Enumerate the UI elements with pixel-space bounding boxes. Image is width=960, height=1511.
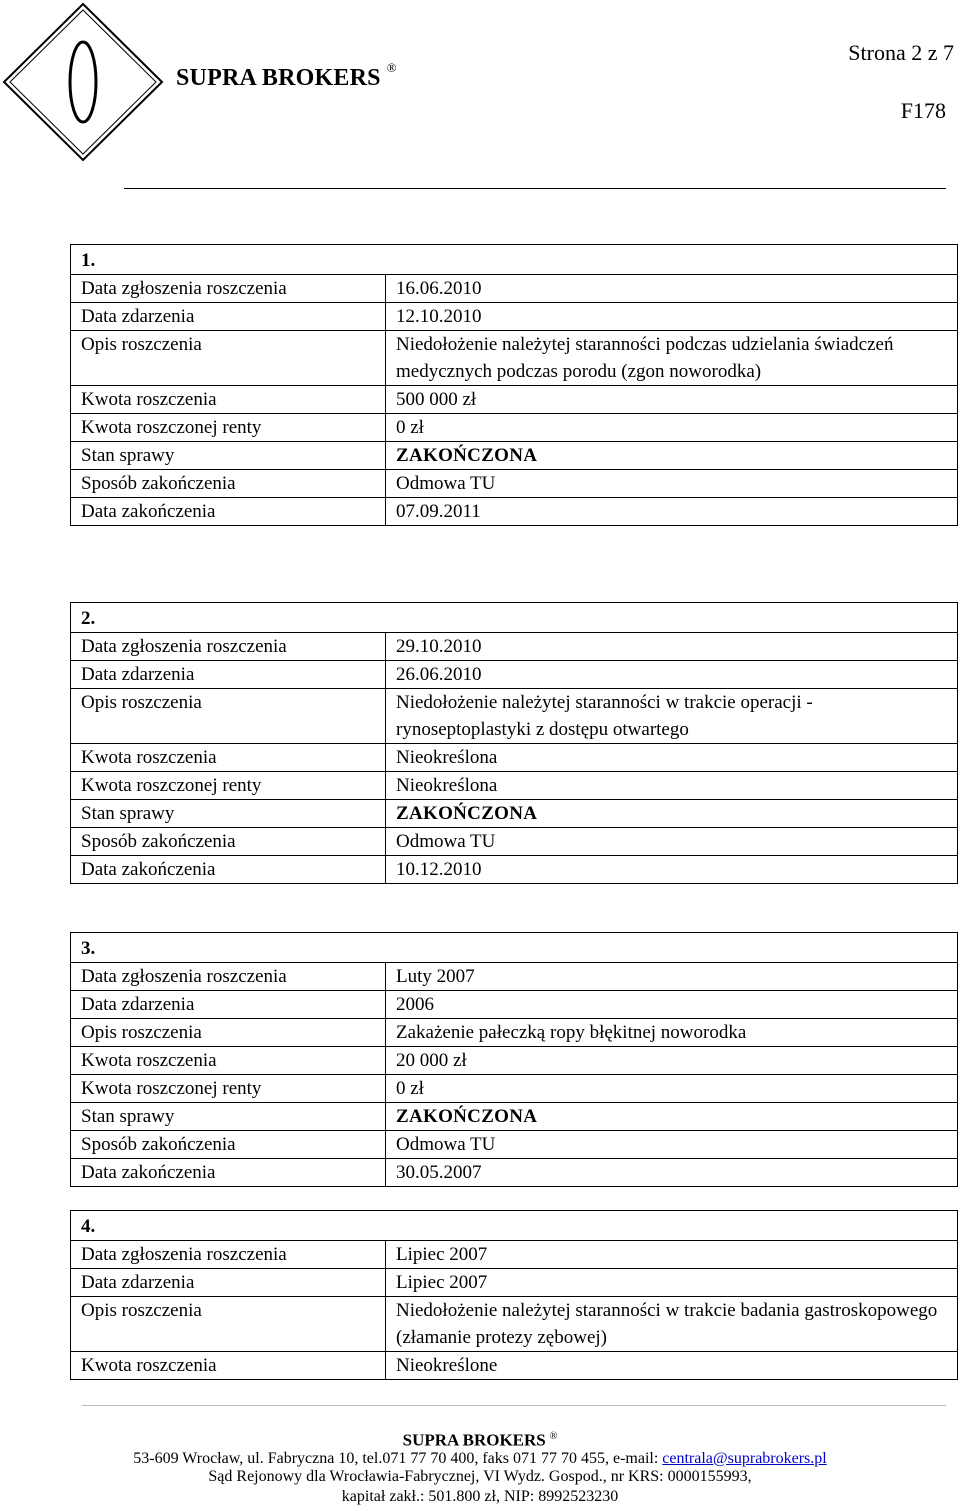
value-closing-method: Odmowa TU bbox=[386, 470, 958, 498]
footer-court: Sąd Rejonowy dla Wrocławia-Fabrycznej, VI Wydz. Gospod., nr KRS: 0000155993, bbox=[208, 1468, 752, 1485]
claim-number: 1. bbox=[71, 245, 958, 275]
claim-number: 3. bbox=[71, 933, 958, 963]
label-status: Stan sprawy bbox=[71, 1103, 386, 1131]
label-description: Opis roszczenia bbox=[71, 1019, 386, 1047]
value-annuity-amount: Nieokreślona bbox=[386, 772, 958, 800]
label-claim-amount: Kwota roszczenia bbox=[71, 386, 386, 414]
value-claim-amount: Nieokreślona bbox=[386, 744, 958, 772]
label-description: Opis roszczenia bbox=[71, 1297, 386, 1352]
label-closing-date: Data zakończenia bbox=[71, 856, 386, 884]
value-annuity-amount: 0 zł bbox=[386, 414, 958, 442]
value-status: ZAKOŃCZONA bbox=[386, 442, 958, 470]
claim-table-1 bbox=[70, 244, 958, 526]
value-description: Niedołożenie należytej staranności w trakcie operacji - rynoseptoplastyki z dostępu otwartego bbox=[386, 689, 958, 744]
value-description: Niedołożenie należytej staranności w trakcie badania gastroskopowego (złamanie protezy zębowej) bbox=[386, 1297, 958, 1352]
footer-email-link[interactable]: centrala@suprabrokers.pl bbox=[662, 1450, 827, 1467]
footer-divider bbox=[82, 1405, 946, 1406]
value-claim-amount: 500 000 zł bbox=[386, 386, 958, 414]
value-status: ZAKOŃCZONA bbox=[386, 1103, 958, 1131]
value-report-date: Lipiec 2007 bbox=[386, 1241, 958, 1269]
label-report-date: Data zgłoszenia roszczenia bbox=[71, 275, 386, 303]
value-annuity-amount: 0 zł bbox=[386, 1075, 958, 1103]
label-status: Stan sprawy bbox=[71, 800, 386, 828]
label-description: Opis roszczenia bbox=[71, 331, 386, 386]
value-closing-date: 30.05.2007 bbox=[386, 1159, 958, 1187]
company-logo bbox=[2, 2, 164, 162]
claim-table-2 bbox=[70, 602, 958, 884]
label-description: Opis roszczenia bbox=[71, 689, 386, 744]
value-report-date: 29.10.2010 bbox=[386, 633, 958, 661]
label-annuity-amount: Kwota roszczonej renty bbox=[71, 1075, 386, 1103]
claim-number: 2. bbox=[71, 603, 958, 633]
registered-mark: ® bbox=[549, 1431, 558, 1442]
label-event-date: Data zdarzenia bbox=[71, 991, 386, 1019]
claim-number: 4. bbox=[71, 1211, 958, 1241]
value-event-date: Lipiec 2007 bbox=[386, 1269, 958, 1297]
document-id: F178 bbox=[900, 98, 946, 123]
label-closing-date: Data zakończenia bbox=[71, 498, 386, 526]
value-event-date: 12.10.2010 bbox=[386, 303, 958, 331]
label-event-date: Data zdarzenia bbox=[71, 1269, 386, 1297]
value-closing-method: Odmowa TU bbox=[386, 828, 958, 856]
value-closing-date: 10.12.2010 bbox=[386, 856, 958, 884]
registered-mark: ® bbox=[386, 60, 397, 75]
footer-capital: kapitał zakł.: 501.800 zł, NIP: 8992523230 bbox=[341, 1488, 619, 1505]
label-claim-amount: Kwota roszczenia bbox=[71, 744, 386, 772]
label-annuity-amount: Kwota roszczonej renty bbox=[71, 414, 386, 442]
value-claim-amount: 20 000 zł bbox=[386, 1047, 958, 1075]
label-annuity-amount: Kwota roszczonej renty bbox=[71, 772, 386, 800]
label-closing-method: Sposób zakończenia bbox=[71, 470, 386, 498]
header-divider bbox=[124, 188, 946, 189]
claim-table-3 bbox=[70, 932, 958, 1187]
label-claim-amount: Kwota roszczenia bbox=[71, 1352, 386, 1380]
label-claim-amount: Kwota roszczenia bbox=[71, 1047, 386, 1075]
value-report-date: Luty 2007 bbox=[386, 963, 958, 991]
claim-table-4 bbox=[70, 1210, 958, 1380]
value-closing-date: 07.09.2011 bbox=[386, 498, 958, 526]
page-number: Strona 2 z 7 bbox=[848, 40, 954, 65]
footer-address: 53-609 Wrocław, ul. Fabryczna 10, tel.071 77 70 400, faks 071 77 70 455, e-mail: centrala@suprabrokers.pl bbox=[133, 1450, 827, 1467]
label-closing-method: Sposób zakończenia bbox=[71, 1131, 386, 1159]
label-event-date: Data zdarzenia bbox=[71, 303, 386, 331]
value-description: Niedołożenie należytej staranności podczas udzielania świadczeń medycznych podczas porodu (zgon noworodka) bbox=[386, 331, 958, 386]
brand-name: SUPRA BROKERS ® bbox=[176, 60, 397, 91]
label-status: Stan sprawy bbox=[71, 442, 386, 470]
value-status: ZAKOŃCZONA bbox=[386, 800, 958, 828]
label-event-date: Data zdarzenia bbox=[71, 661, 386, 689]
label-closing-date: Data zakończenia bbox=[71, 1159, 386, 1187]
label-closing-method: Sposób zakończenia bbox=[71, 828, 386, 856]
footer-brand: SUPRA BROKERS ® bbox=[402, 1430, 558, 1450]
value-description: Zakażenie pałeczką ropy błękitnej noworodka bbox=[386, 1019, 958, 1047]
value-claim-amount: Nieokreślone bbox=[386, 1352, 958, 1380]
label-report-date: Data zgłoszenia roszczenia bbox=[71, 963, 386, 991]
label-report-date: Data zgłoszenia roszczenia bbox=[71, 633, 386, 661]
value-report-date: 16.06.2010 bbox=[386, 275, 958, 303]
value-event-date: 2006 bbox=[386, 991, 958, 1019]
value-event-date: 26.06.2010 bbox=[386, 661, 958, 689]
label-report-date: Data zgłoszenia roszczenia bbox=[71, 1241, 386, 1269]
value-closing-method: Odmowa TU bbox=[386, 1131, 958, 1159]
